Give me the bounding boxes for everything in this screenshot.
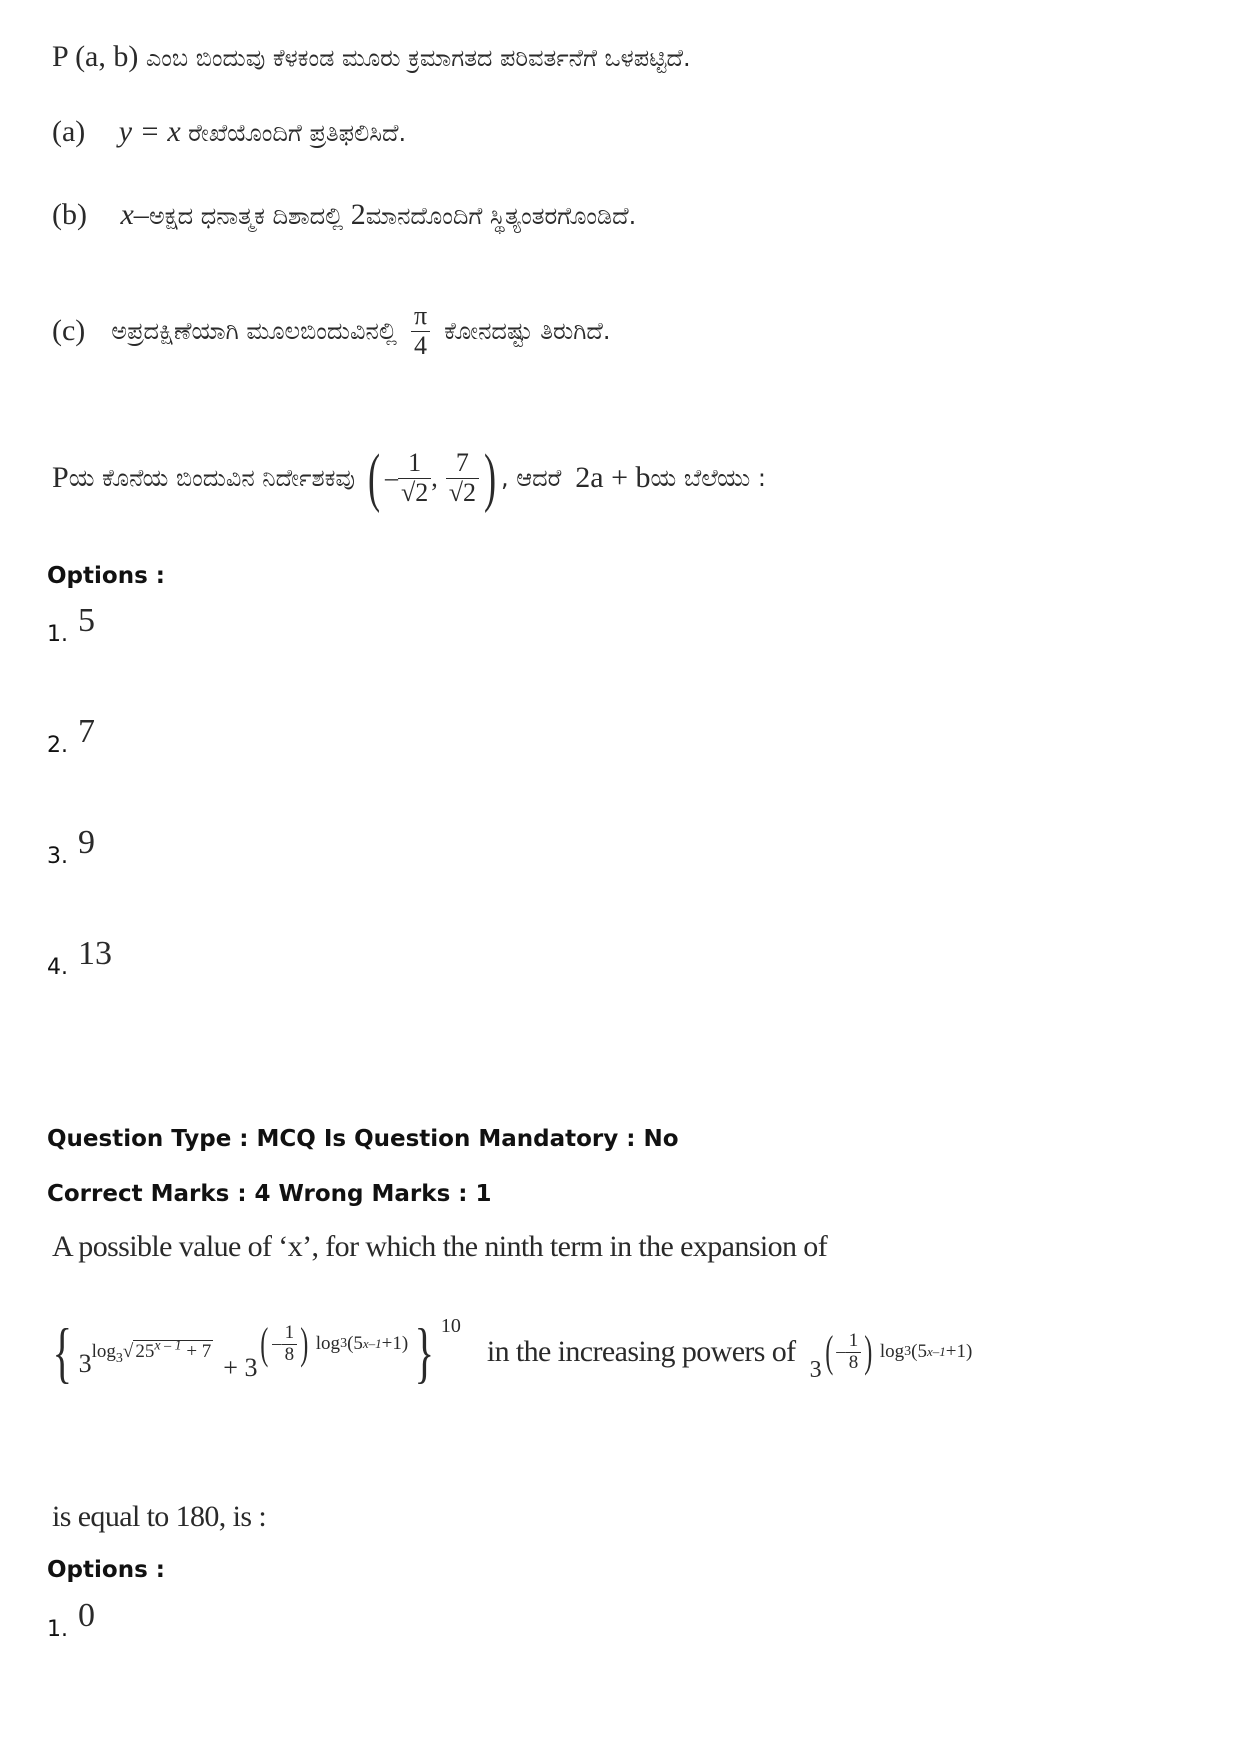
q2-trailing-log: log: [879, 1341, 905, 1362]
q2-sqrt-exp: x – 1: [154, 1338, 182, 1354]
q1-part-b-text1: ಅಕ್ಷದ ಧನಾತ್ಮಕ ದಿಶಾದಲ್ಲಿ: [148, 202, 344, 230]
q1-part-b-number: 2: [350, 198, 366, 231]
option-value: 9: [78, 824, 95, 861]
q2-term1: [78, 1338, 214, 1379]
q1-option-1[interactable]: [47, 602, 95, 650]
q2-trailing-frac-den: 8: [846, 1352, 862, 1374]
q2-stem-line3: is equal to 180, is :: [52, 1500, 267, 1533]
q1-coord2-num: 7: [455, 447, 469, 477]
q1-part-a-math: y = x: [118, 115, 181, 148]
q2-expression: { $3^{log_3√ 25^{x - 1} + 7}$ + 3 ( – $\frac{1}{8}$ ) log 3 (5 x–1 +1) } $^{10}$ in the increasing powers of 3 ( – $\frac{1}{8}$ ) log 3 (5 x–1 +1): [52, 1314, 973, 1390]
option-number: 2.: [47, 733, 68, 758]
option-value: 0: [78, 1597, 95, 1634]
option-value: 7: [78, 713, 95, 750]
option-number: 1.: [47, 1617, 68, 1642]
q1-right-paren: ): [483, 441, 497, 514]
q1-coord1-sign: –: [384, 463, 398, 492]
q2-inner-left-paren: (: [260, 1319, 269, 1368]
option-value: 13: [78, 935, 112, 972]
q1-coord1-fraction: [398, 449, 431, 507]
q2-log-base: 3: [115, 1350, 123, 1366]
q2-options-label: Options :: [47, 1557, 165, 1583]
q2-term2-exponent: ( – $\frac{1}{8}$ ) log 3 (5 x–1 +1): [260, 1319, 409, 1368]
q1-stem-point: P (a, b): [52, 40, 139, 73]
option-number: 4.: [47, 955, 68, 980]
q1-part-c-label: (c): [52, 314, 86, 348]
q1-stem: [52, 40, 691, 74]
q1-final-point: P: [52, 461, 69, 494]
q2-stem-mid: in the increasing powers of: [486, 1335, 796, 1368]
q1-coord2-den: √2: [446, 478, 479, 508]
q2-sqrt-content: [133, 1340, 213, 1362]
q1-part-a-label: (a): [52, 115, 86, 148]
q1-final-text3: ಯ ಬೆಲೆಯು :: [650, 464, 766, 492]
q2-trailing-minus: –: [836, 1341, 846, 1362]
q1-part-a-text: ರೇಖೆಯೊಂದಿಗೆ ಪ್ರತಿಫಲಿಸಿದೆ.: [188, 119, 407, 147]
q2-trailing-log-arg-end: +1): [945, 1341, 973, 1362]
q2-plus3: + 3: [223, 1353, 258, 1382]
q2-meta-type: Question Type : MCQ Is Question Mandatory : No: [47, 1126, 679, 1152]
q1-final-text2: , ಆದರೆ: [501, 464, 562, 492]
q1-stem-text: ಎಂಬ ಬಿಂದುವು ಕೆಳಕಂಡ ಮೂರು ಕ್ರಮಾಗತದ ಪರಿವರ್ತನೆಗೆ ಒಳಪಟ್ಟಿದೆ.: [145, 44, 691, 72]
q2-trailing-log-arg: (5: [911, 1341, 927, 1362]
q1-options-label: Options :: [47, 563, 165, 589]
q1-option-4[interactable]: [47, 935, 112, 983]
q1-coord1-num: 1: [408, 447, 422, 477]
q1-final-text1: ಯ ಕೊನೆಯ ಬಿಂದುವಿನ ನಿರ್ದೇಶಕವು: [68, 464, 355, 492]
q1-part-c-angle-fraction: [411, 302, 430, 360]
q1-coord-comma: ,: [431, 463, 438, 492]
q1-final-line: [52, 441, 766, 514]
q2-term1-base: 3: [78, 1349, 92, 1378]
q2-trailing-fraction: [846, 1331, 862, 1374]
q2-meta-marks: Correct Marks : 4 Wrong Marks : 1: [47, 1181, 492, 1207]
q2-inner-log-arg: (5: [347, 1333, 363, 1354]
q2-log-text: log: [91, 1341, 116, 1362]
q1-option-3[interactable]: [47, 824, 95, 872]
q2-trailing-term: 3 ( – $\frac{1}{8}$ ) log 3 (5 x–1 +1): [809, 1327, 973, 1383]
q2-option-1[interactable]: [47, 1597, 95, 1645]
q1-coord2-fraction: [446, 449, 479, 507]
q2-inner-frac-den: 8: [282, 1344, 298, 1366]
q1-final-math: 2a + b: [575, 461, 651, 494]
q1-part-b: [52, 198, 636, 232]
q2-term1-exponent: log3√ 25x – 1 + 7: [91, 1338, 212, 1366]
q1-option-2[interactable]: [47, 713, 95, 761]
q1-part-b-label: (b): [52, 198, 87, 231]
q2-inner-minus: –: [272, 1333, 282, 1354]
q1-part-c-text2: ಕೋನದಷ್ಟು ತಿರುಗಿದೆ.: [444, 317, 611, 346]
q1-coord1-den: √2: [398, 478, 431, 508]
q1-part-c-frac-num: π: [413, 301, 428, 330]
q2-inner-frac-num: 1: [284, 1321, 295, 1343]
q2-trailing-right-paren: ): [864, 1327, 873, 1376]
q2-sqrt-base: 25: [135, 1341, 155, 1362]
q2-left-brace: {: [52, 1314, 73, 1390]
q1-part-c-frac-den: 4: [411, 331, 430, 361]
q2-stem-line1: A possible value of ‘x’, for which the ninth term in the expansion of: [52, 1230, 828, 1263]
q2-trailing-left-paren: (: [824, 1327, 833, 1376]
q2-trailing-base: 3: [809, 1356, 822, 1383]
q2-inner-right-paren: ): [300, 1319, 309, 1368]
q1-part-b-math: x–: [120, 198, 149, 231]
q2-plus7: + 7: [186, 1341, 212, 1362]
q1-left-paren: (: [367, 441, 381, 514]
q2-inner-log: log: [315, 1333, 341, 1354]
option-value: 5: [78, 602, 95, 639]
q2-right-brace: }: [414, 1314, 435, 1390]
q1-part-c-text1: ಅಪ್ರದಕ್ಷಿಣೆಯಾಗಿ ಮೂಲಬಿಂದುವಿನಲ್ಲಿ: [111, 317, 397, 346]
option-number: 3.: [47, 844, 68, 869]
q2-trailing-frac-num: 1: [848, 1329, 859, 1351]
q2-inner-log-arg-end: +1): [381, 1333, 409, 1354]
q2-inner-fraction: [282, 1323, 298, 1366]
q1-part-c: [52, 302, 611, 360]
option-number: 1.: [47, 622, 68, 647]
q1-part-b-text2: ಮಾನದೊಂದಿಗೆ ಸ್ಥಿತ್ಯಂತರಗೊಂಡಿದೆ.: [365, 202, 637, 230]
q1-part-a: [52, 115, 406, 149]
